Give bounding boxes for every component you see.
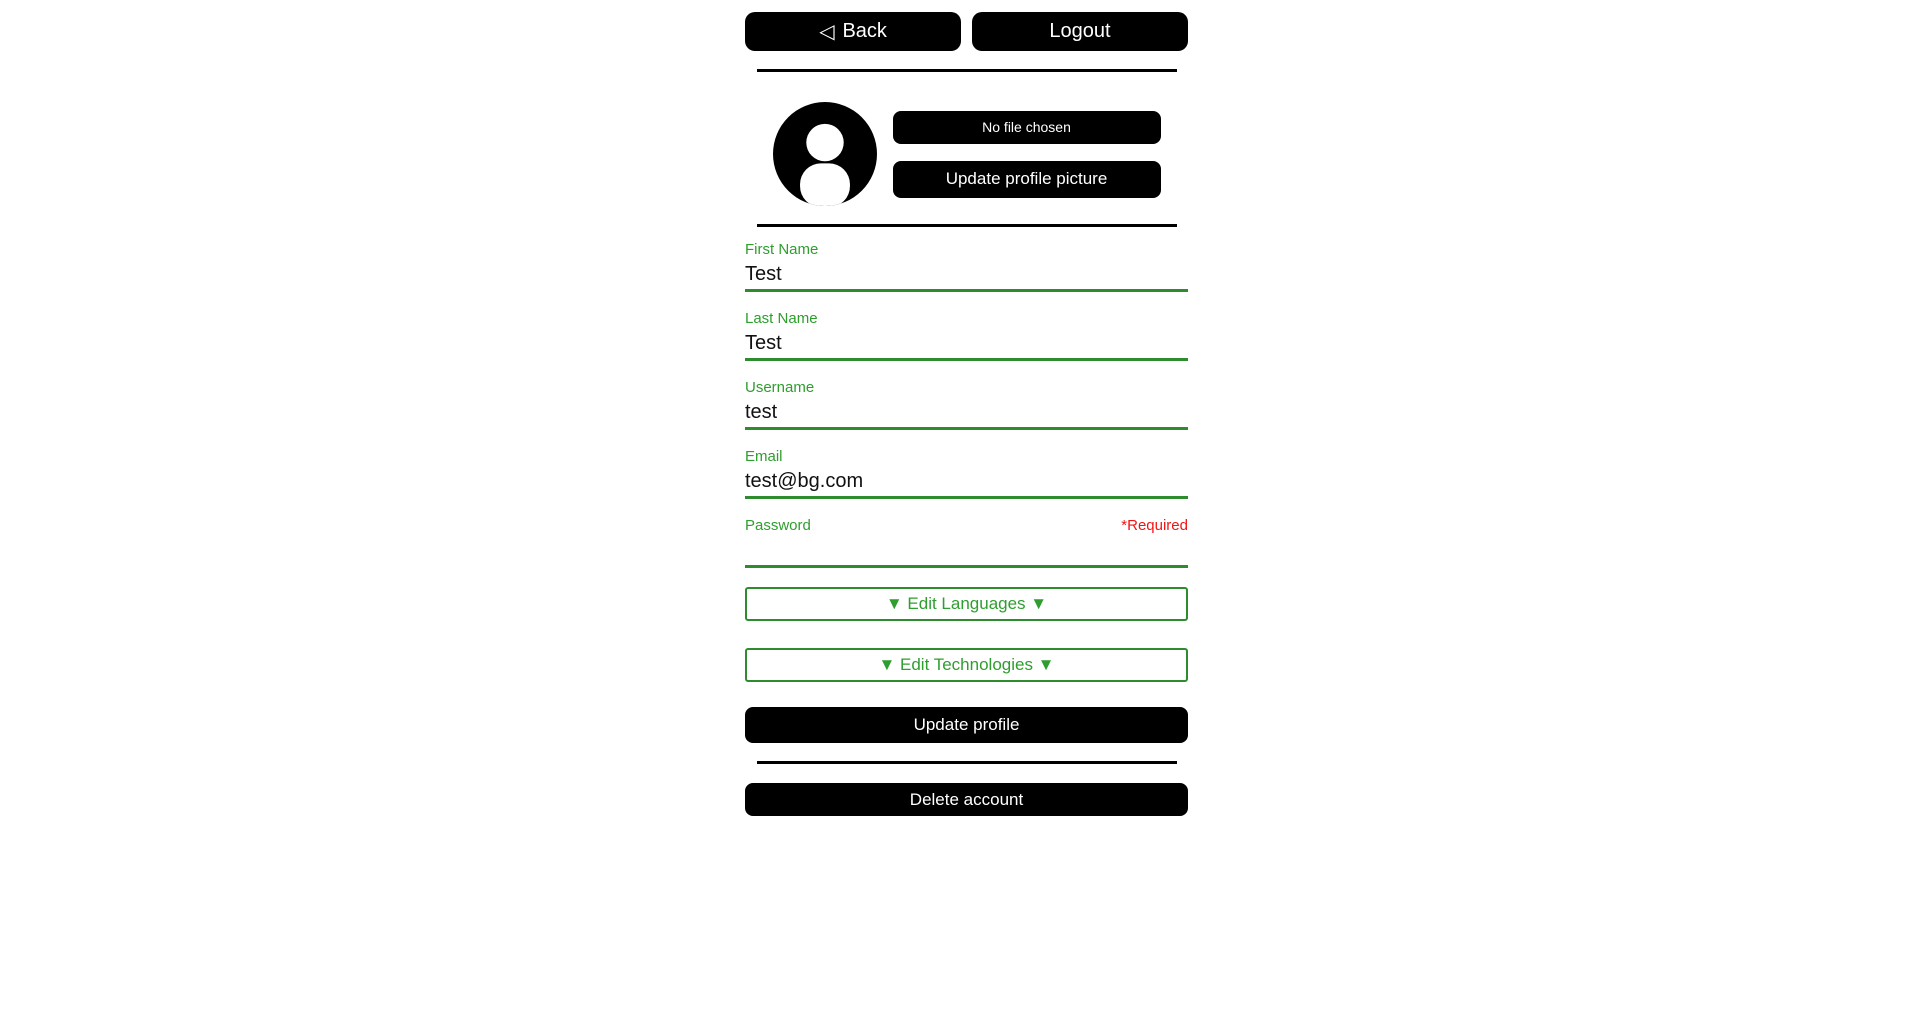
email-label: Email xyxy=(745,448,783,465)
delete-account-button[interactable] xyxy=(745,783,1188,816)
edit-languages-button[interactable]: ▼ Edit Languages ▼ xyxy=(745,587,1188,621)
file-chooser-label: No file chosen xyxy=(982,119,1071,135)
profile-form xyxy=(745,241,1188,743)
first-name-field xyxy=(745,241,1188,292)
divider xyxy=(757,69,1177,72)
picture-buttons xyxy=(893,111,1161,198)
first-name-label: First Name xyxy=(745,241,819,258)
back-button-label: Back xyxy=(842,20,887,42)
last-name-label: Last Name xyxy=(745,310,818,327)
top-nav xyxy=(745,12,1188,51)
file-chooser-button[interactable] xyxy=(893,111,1161,144)
back-button[interactable] xyxy=(745,12,961,51)
profile-picture-section xyxy=(745,102,1188,206)
username-field xyxy=(745,379,1188,430)
update-picture-label: Update profile picture xyxy=(945,169,1108,188)
required-note: *Required xyxy=(1121,517,1188,534)
password-field xyxy=(745,517,1188,568)
password-label: Password xyxy=(745,517,811,534)
last-name-field xyxy=(745,310,1188,361)
update-profile-button[interactable] xyxy=(745,707,1188,743)
profile-page xyxy=(745,0,1188,816)
password-input[interactable] xyxy=(745,534,1188,568)
first-name-input[interactable] xyxy=(745,258,1188,292)
logout-button[interactable] xyxy=(972,12,1188,51)
back-arrow-icon: ◁ xyxy=(819,21,835,43)
update-profile-label: Update profile xyxy=(913,715,1020,734)
divider xyxy=(757,761,1177,764)
username-input[interactable] xyxy=(745,396,1188,430)
username-label: Username xyxy=(745,379,815,396)
edit-technologies-button[interactable]: ▼ Edit Technologies ▼ xyxy=(745,648,1188,682)
logout-button-label: Logout xyxy=(1049,20,1111,42)
update-picture-button[interactable] xyxy=(893,161,1161,198)
last-name-input[interactable] xyxy=(745,327,1188,361)
account-circle-icon xyxy=(773,102,877,206)
email-input[interactable] xyxy=(745,465,1188,499)
email-field xyxy=(745,448,1188,499)
delete-account-label: Delete account xyxy=(909,789,1024,809)
divider xyxy=(757,224,1177,227)
